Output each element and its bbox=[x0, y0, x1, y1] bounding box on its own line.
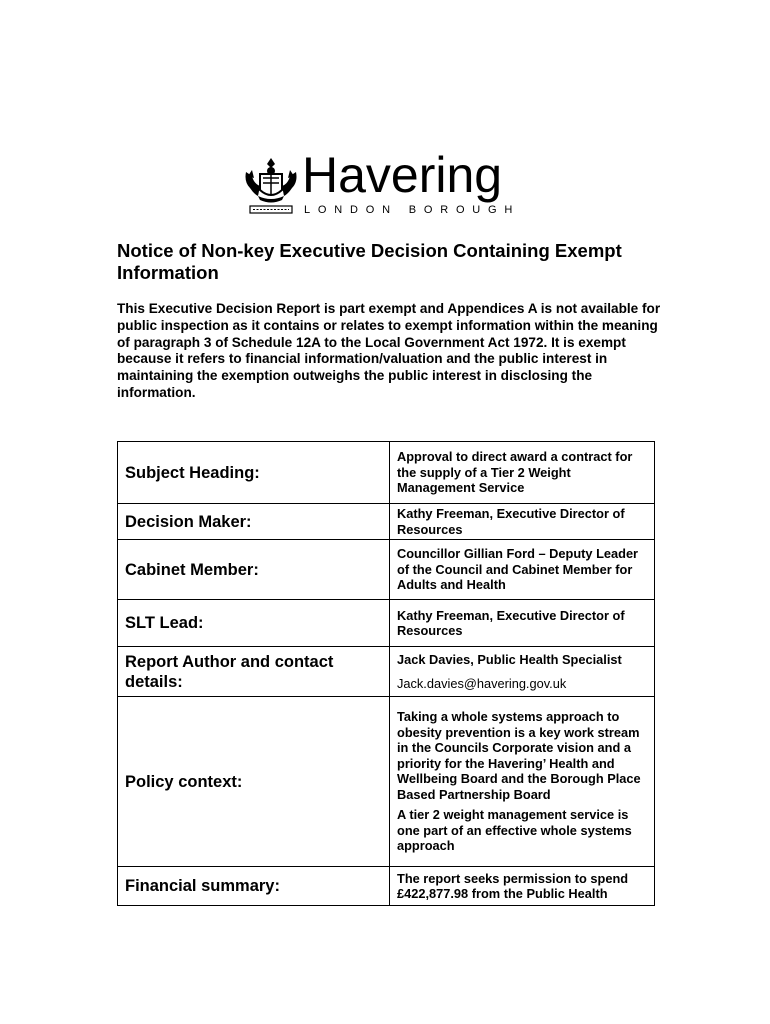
financial-summary-label: Financial summary: bbox=[118, 867, 390, 906]
havering-logo bbox=[242, 147, 532, 220]
decision-details-table bbox=[117, 441, 655, 906]
slt-lead-label: SLT Lead: bbox=[118, 600, 390, 647]
decision-maker-label: Decision Maker: bbox=[118, 504, 390, 540]
subject-heading-label: Subject Heading: bbox=[118, 442, 390, 504]
page-title: Notice of Non-key Executive Decision Containing Exempt Information bbox=[117, 240, 622, 283]
table-row bbox=[118, 600, 655, 647]
policy-context-value bbox=[390, 697, 655, 867]
table-row bbox=[118, 442, 655, 504]
report-author-name: Jack Davies, Public Health Specialist bbox=[397, 652, 622, 667]
financial-summary-value: The report seeks permission to spend £422,877.98 from the Public Health bbox=[390, 867, 655, 906]
report-author-value bbox=[390, 647, 655, 697]
policy-context-paragraph: A tier 2 weight management service is one part of an effective whole systems approach bbox=[397, 807, 632, 854]
exemption-notice: This Executive Decision Report is part exempt and Appendices A is not available for public inspection as it contains or relates to exempt information within the meaning of paragraph 3 of Schedule 12A to the Local Government Act 1972. It is exempt because it refers to financial information/valuation and the public interest in maintaining the exemption outweighs the public interest in disclosing the information. bbox=[117, 301, 661, 400]
havering-wordmark: Havering bbox=[302, 147, 503, 203]
cabinet-member-value: Councillor Gillian Ford – Deputy Leader of the Council and Cabinet Member for Adults and Health bbox=[390, 540, 655, 600]
report-author-label: Report Author and contact details: bbox=[118, 647, 390, 697]
table-row bbox=[118, 697, 655, 867]
slt-lead-value: Kathy Freeman, Executive Director of Resources bbox=[390, 600, 655, 647]
table-row bbox=[118, 867, 655, 906]
policy-context-label: Policy context: bbox=[118, 697, 390, 867]
table-row bbox=[118, 647, 655, 697]
table-row bbox=[118, 504, 655, 540]
subject-heading-value: Approval to direct award a contract for the supply of a Tier 2 Weight Management Service bbox=[390, 442, 655, 504]
cabinet-member-label: Cabinet Member: bbox=[118, 540, 390, 600]
london-borough-subtitle: LONDON BOROUGH bbox=[304, 204, 521, 216]
policy-context-paragraph: Taking a whole systems approach to obesity prevention is a key work stream in the Councils Corporate vision and a priority for the Havering’ Health and Wellbeing Board and the Borough Place Based Partnership Board bbox=[397, 709, 641, 802]
decision-maker-value: Kathy Freeman, Executive Director of Resources bbox=[390, 504, 655, 540]
crest-icon bbox=[242, 156, 300, 216]
table-row bbox=[118, 540, 655, 600]
author-email-link[interactable]: Jack.davies@havering.gov.uk bbox=[397, 675, 567, 691]
